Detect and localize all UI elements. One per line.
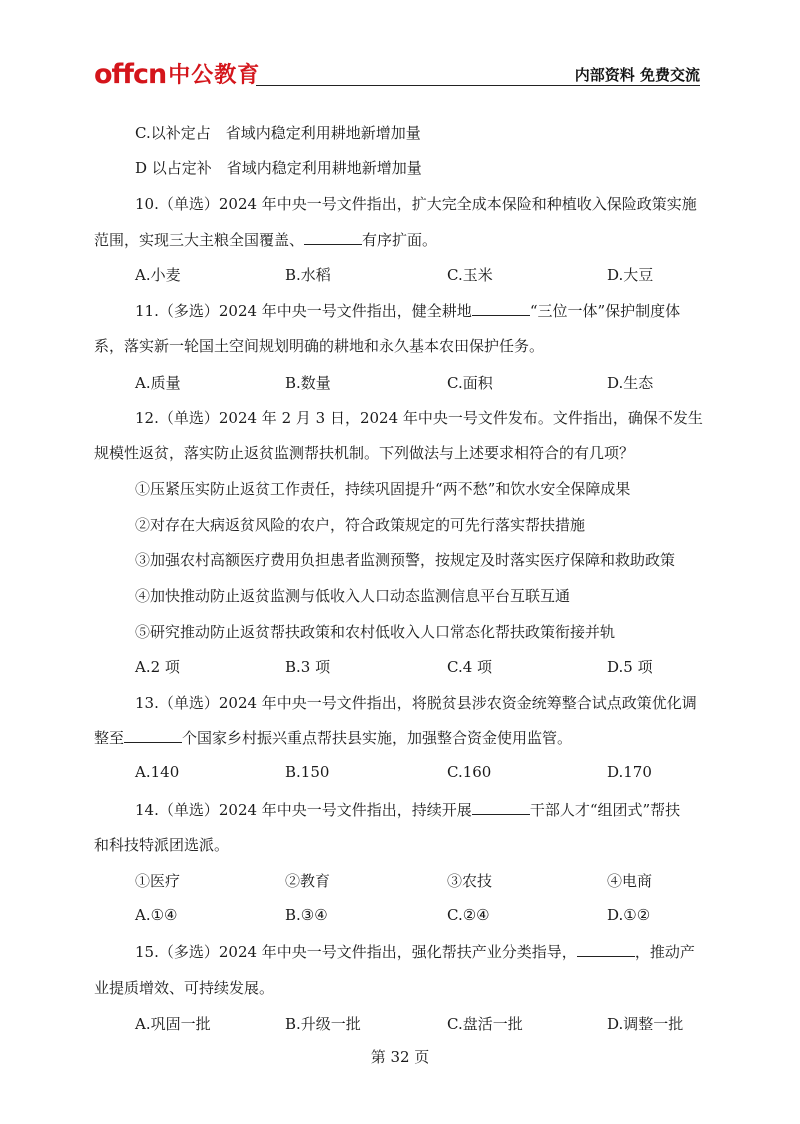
q13-stem-line2 [94,727,572,748]
q12-item-4: ④加快推动防止返贫监测与低收入人口动态监测信息平台互联互通 [135,587,571,605]
option-d: D.调整一批 [607,1015,684,1033]
item-3: ③农技 [447,872,493,890]
item-1: ①医疗 [135,872,181,890]
option-d: D.生态 [607,374,654,392]
q13-stem-text-end: 个国家乡村振兴重点帮扶县实施，加强整合资金使用监管。 [182,729,573,747]
fill-blank [472,301,530,316]
q14-items [135,870,695,890]
page-header [94,56,700,88]
header-rule [256,85,700,86]
q12-item-3: ③加强农村高额医疗费用负担患者监测预警，按规定及时落实医疗保障和救助政策 [135,551,676,569]
fill-blank [124,728,182,743]
option-d: D.①② [607,906,651,924]
q10-stem-text: 范围，实现三大主粮全国覆盖、 [94,231,305,249]
q13-stem-text: 整至 [94,729,125,747]
q10-stem-line1: 10.（单选）2024 年中央一号文件指出，扩大完全成本保险和种植收入保险政策实施 [135,195,697,213]
q12-stem-line2: 规模性返贫，落实防止返贫监测帮扶机制。下列做法与上述要求相符合的有几项？ [94,444,635,462]
option-a: A.巩固一批 [135,1015,211,1033]
option-a: A.小麦 [135,266,181,284]
q12-item-2: ②对存在大病返贫风险的农户，符合政策规定的可先行落实帮扶措施 [135,516,586,534]
item-2: ②教育 [285,872,331,890]
q14-stem-line1 [135,799,680,820]
q13-stem-line1: 13.（单选）2024 年中央一号文件指出，将脱贫县涉农资金统筹整合试点政策优化调 [135,694,697,712]
option-c: C.160 [447,763,492,781]
q14-options [135,906,695,926]
option-b: B.水稻 [285,266,331,284]
q15-stem-line1 [135,941,695,962]
option-c: C.玉米 [447,266,493,284]
q12-options [135,656,695,676]
q15-stem-line2: 业提质增效、可持续发展。 [94,979,275,997]
q14-stem-text: 14.（单选）2024 年中央一号文件指出，持续开展 [135,801,472,819]
q15-options [135,1013,695,1033]
q11-stem-text: 11.（多选）2024 年中央一号文件指出，健全耕地 [135,302,472,320]
option-d: D.5 项 [607,658,653,676]
option-b: B.150 [285,763,330,781]
q12-stem-line1: 12.（单选）2024 年 2 月 3 日，2024 年中央一号文件发布。文件指出，确保不发生 [135,409,703,427]
option-c: C.②④ [447,906,490,924]
fill-blank [304,230,362,245]
logo-chinese-text: 中公教育 [168,63,261,88]
item-4: ④电商 [607,872,653,890]
option-b: B.3 项 [285,658,331,676]
fill-blank [577,942,635,957]
q11-stem-line2: 系，落实新一轮国土空间规划明确的耕地和永久基本农田保护任务。 [94,337,545,355]
q11-stem-text-end: “三位一体”保护制度体 [529,302,681,320]
option-b: B.升级一批 [285,1015,361,1033]
option-a: A.①④ [135,906,178,924]
q15-stem-text: 15.（多选）2024 年中央一号文件指出，强化帮扶产业分类指导， [135,943,577,961]
q12-item-5: ⑤研究推动防止返贫帮扶政策和农村低收入人口常态化帮扶政策衔接并轨 [135,623,616,641]
option-c: C.盘活一批 [447,1015,523,1033]
q12-item-1: ①压紧压实防止返贫工作责任，持续巩固提升“两不愁”和饮水安全保障成果 [135,480,631,498]
option-c: C.4 项 [447,658,493,676]
q14-stem-text-end: 干部人才“组团式”帮扶 [529,801,681,819]
q10-options [135,264,695,284]
q9-option-c: C.以补定占 省域内稳定利用耕地新增加量 [135,124,421,142]
option-a: A.140 [135,763,180,781]
option-b: B.③④ [285,906,328,924]
q15-stem-text-end: ，推动产 [634,943,695,961]
q13-options [135,763,695,783]
q10-stem-text-end: 有序扩面。 [362,231,438,249]
option-a: A.质量 [135,374,181,392]
option-d: D.170 [607,763,652,781]
q11-options [135,372,695,392]
q14-stem-line2: 和科技特派团选派。 [94,836,230,854]
q10-stem-line2 [94,229,437,250]
option-d: D.大豆 [607,266,654,284]
offcn-logo [94,56,260,88]
page-number: 第 32 页 [370,1048,430,1066]
logo-latin-text: offcn [94,59,167,90]
header-note: 内部资料 免费交流 [574,66,700,84]
option-c: C.面积 [447,374,493,392]
option-b: B.数量 [285,374,331,392]
option-a: A.2 项 [135,658,180,676]
q11-stem-line1 [135,300,680,321]
fill-blank [472,800,530,815]
q9-option-d: D 以占定补 省域内稳定利用耕地新增加量 [135,159,422,177]
